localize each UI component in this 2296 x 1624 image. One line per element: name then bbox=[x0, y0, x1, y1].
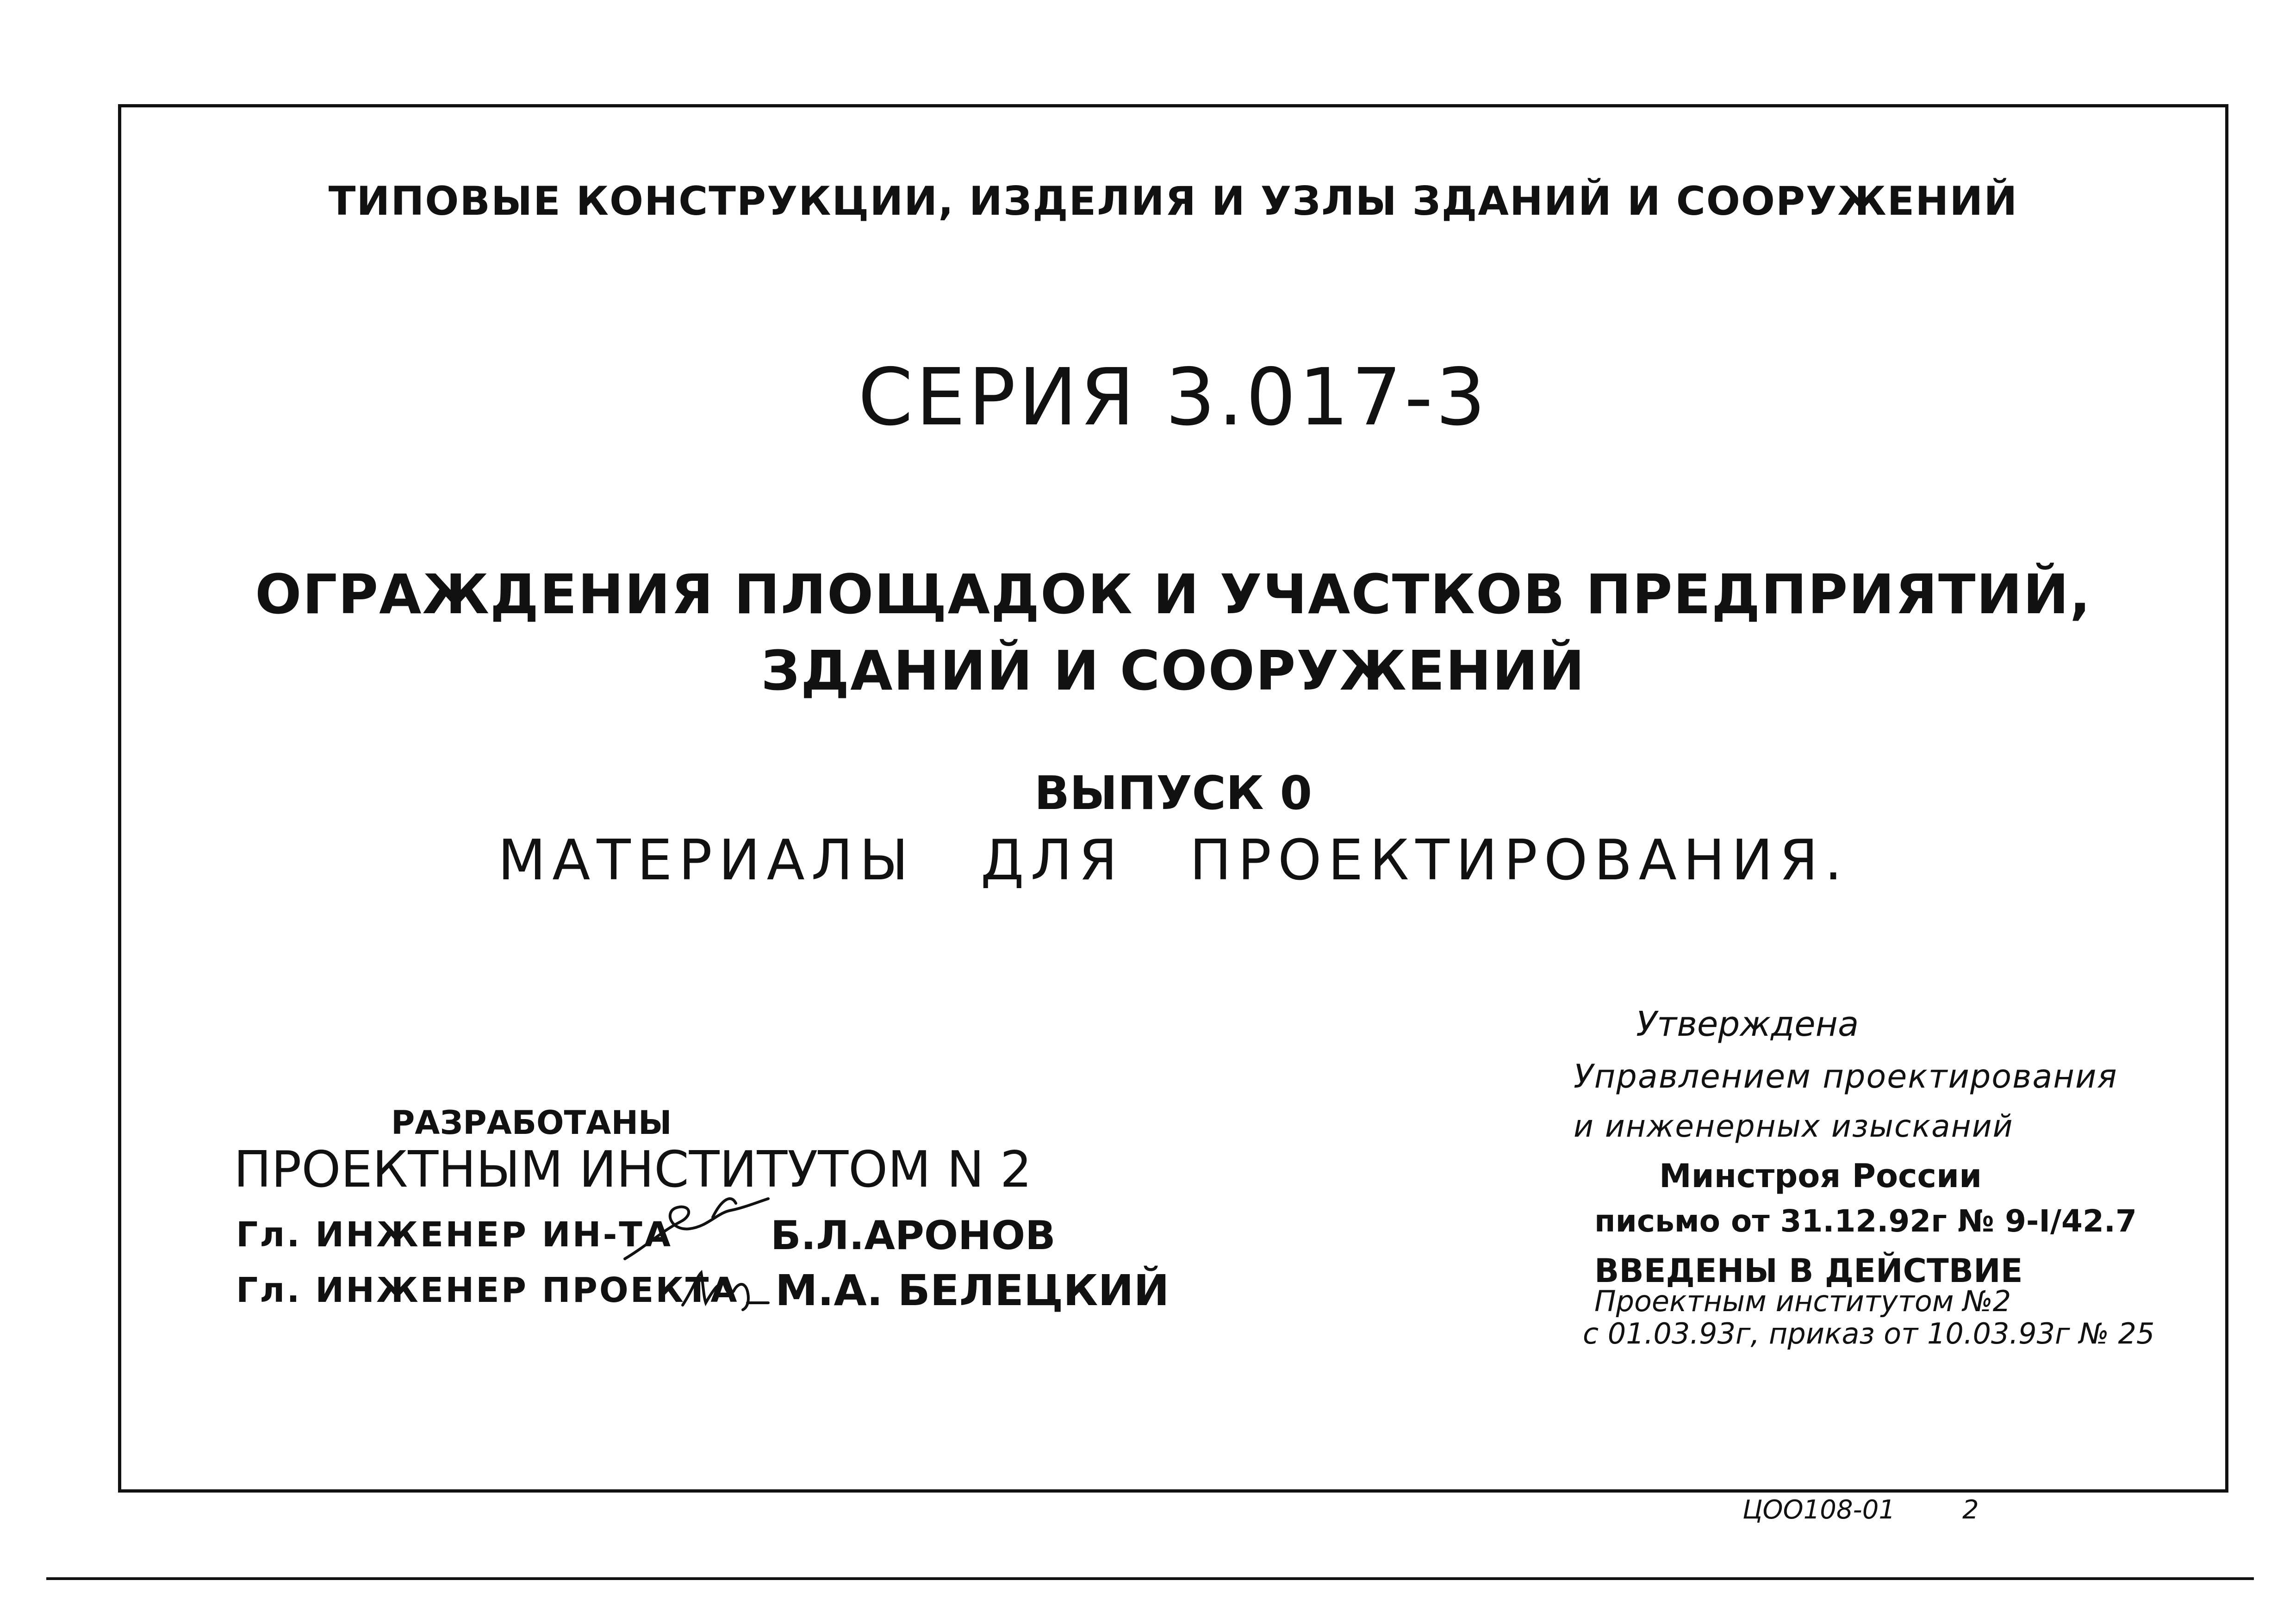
series-title: СЕРИЯ 3.017-3 bbox=[858, 352, 1489, 443]
subject-line-1: ОГРАЖДЕНИЯ ПЛОЩАДОК И УЧАСТКОВ ПРЕДПРИЯТИЙ, bbox=[255, 562, 2091, 626]
issue-title: МАТЕРИАЛЫ ДЛЯ ПРОЕКТИРОВАНИЯ. bbox=[498, 828, 1849, 893]
signature-beletsky bbox=[678, 1263, 771, 1314]
developer-heading: РАЗРАБОТАНЫ bbox=[391, 1104, 672, 1142]
collection-heading: ТИПОВЫЕ КОНСТРУКЦИИ, ИЗДЕЛИЯ И УЗЛЫ ЗДАНИЙ И СООРУЖЕНИЙ bbox=[328, 178, 2018, 224]
subject-line-2: ЗДАНИЙ И СООРУЖЕНИЙ bbox=[761, 639, 1586, 703]
approval-line-7: Проектным институтом №2 bbox=[1594, 1284, 2011, 1318]
document-code: ЦОО108-01 bbox=[1742, 1495, 1895, 1525]
chief-engineer-institute-label: Гл. ИНЖЕНЕР ИН-ТА bbox=[236, 1215, 673, 1255]
approval-line-2: Управлением проектирования bbox=[1574, 1058, 2118, 1095]
approval-line-3: и инженерных изысканий bbox=[1574, 1108, 2014, 1144]
developer-organization: ПРОЕКТНЫМ ИНСТИТУТОМ N 2 bbox=[234, 1141, 1032, 1199]
bottom-rule bbox=[46, 1577, 2254, 1580]
chief-engineer-institute-name: Б.Л.АРОНОВ bbox=[771, 1213, 1056, 1259]
approval-line-8: с 01.03.93г, приказ от 10.03.93г № 25 bbox=[1583, 1317, 2155, 1350]
page-number: 2 bbox=[1962, 1495, 1979, 1525]
chief-engineer-project-label: Гл. ИНЖЕНЕР ПРОЕКТА bbox=[236, 1270, 739, 1310]
issue-number: ВЫПУСК 0 bbox=[1034, 766, 1313, 820]
signature-aronov bbox=[620, 1189, 773, 1268]
approval-line-4: Минстроя России bbox=[1659, 1157, 1982, 1195]
approval-line-6: ВВЕДЕНЫ В ДЕЙСТВИЕ bbox=[1594, 1252, 2023, 1290]
chief-engineer-project-name: М.А. БЕЛЕЦКИЙ bbox=[775, 1266, 1170, 1315]
approval-line-1: Утверждена bbox=[1636, 1004, 1859, 1044]
approval-line-5: письмо от 31.12.92г № 9-I/42.7 bbox=[1594, 1203, 2137, 1239]
